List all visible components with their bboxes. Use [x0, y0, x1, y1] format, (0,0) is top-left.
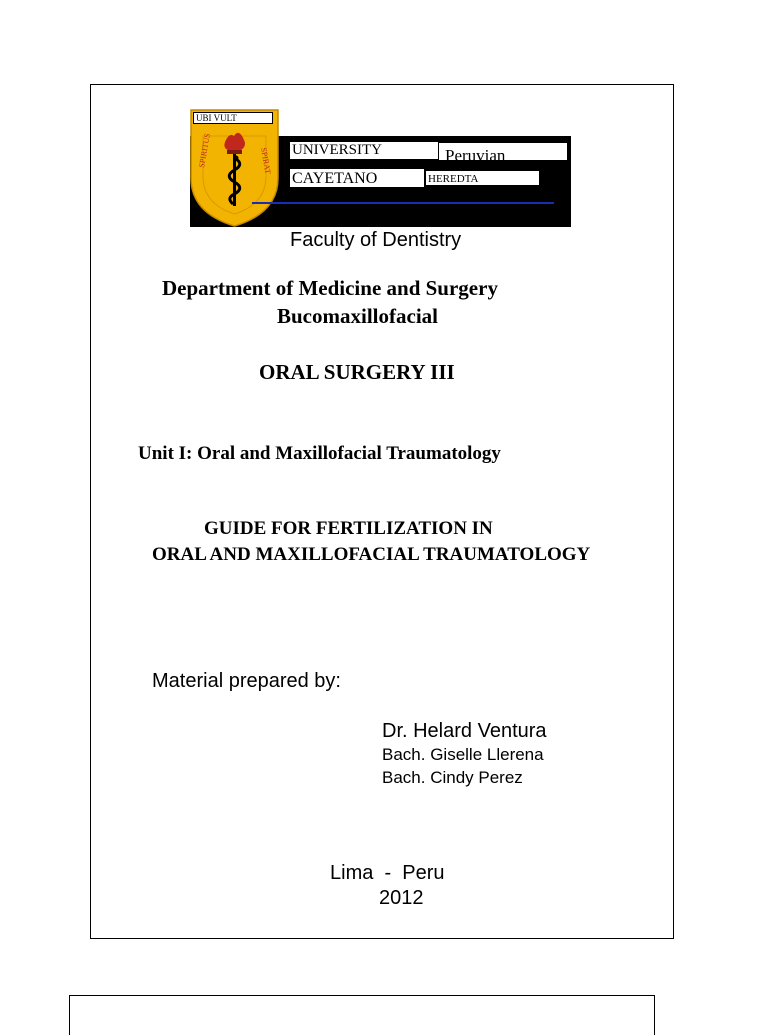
- location: Lima - Peru: [330, 862, 445, 884]
- prepared-by-label: Material prepared by:: [152, 670, 341, 692]
- svg-text:SPIRAT: SPIRAT: [259, 146, 273, 175]
- university-label: UNIVERSITY: [289, 141, 439, 160]
- heredia-label: HEREDTA: [425, 170, 540, 186]
- guide-title-line-1: GUIDE FOR FERTILIZATION IN: [204, 518, 493, 539]
- department-line-1: Department of Medicine and Surgery: [162, 276, 498, 300]
- year: 2012: [379, 887, 424, 909]
- department-line-2: Bucomaxillofacial: [277, 304, 438, 328]
- author-1: Dr. Helard Ventura: [382, 720, 547, 742]
- cayetano-label: CAYETANO: [289, 168, 425, 188]
- unit-title: Unit I: Oral and Maxillofacial Traumatology: [138, 443, 501, 464]
- crest-motto: UBI VULT: [193, 112, 273, 124]
- header-underline: [252, 202, 554, 204]
- university-crest-icon: [189, 108, 280, 228]
- peruvian-label: Peruvian: [438, 142, 568, 161]
- guide-title-line-2: ORAL AND MAXILLOFACIAL TRAUMATOLOGY: [152, 544, 591, 565]
- course-title: ORAL SURGERY III: [259, 360, 455, 384]
- next-page-border: [69, 995, 655, 1035]
- author-2: Bach. Giselle Llerena: [382, 745, 544, 764]
- author-3: Bach. Cindy Perez: [382, 768, 523, 787]
- svg-text:SPIRITUS: SPIRITUS: [197, 132, 212, 169]
- faculty-name: Faculty of Dentistry: [290, 229, 462, 251]
